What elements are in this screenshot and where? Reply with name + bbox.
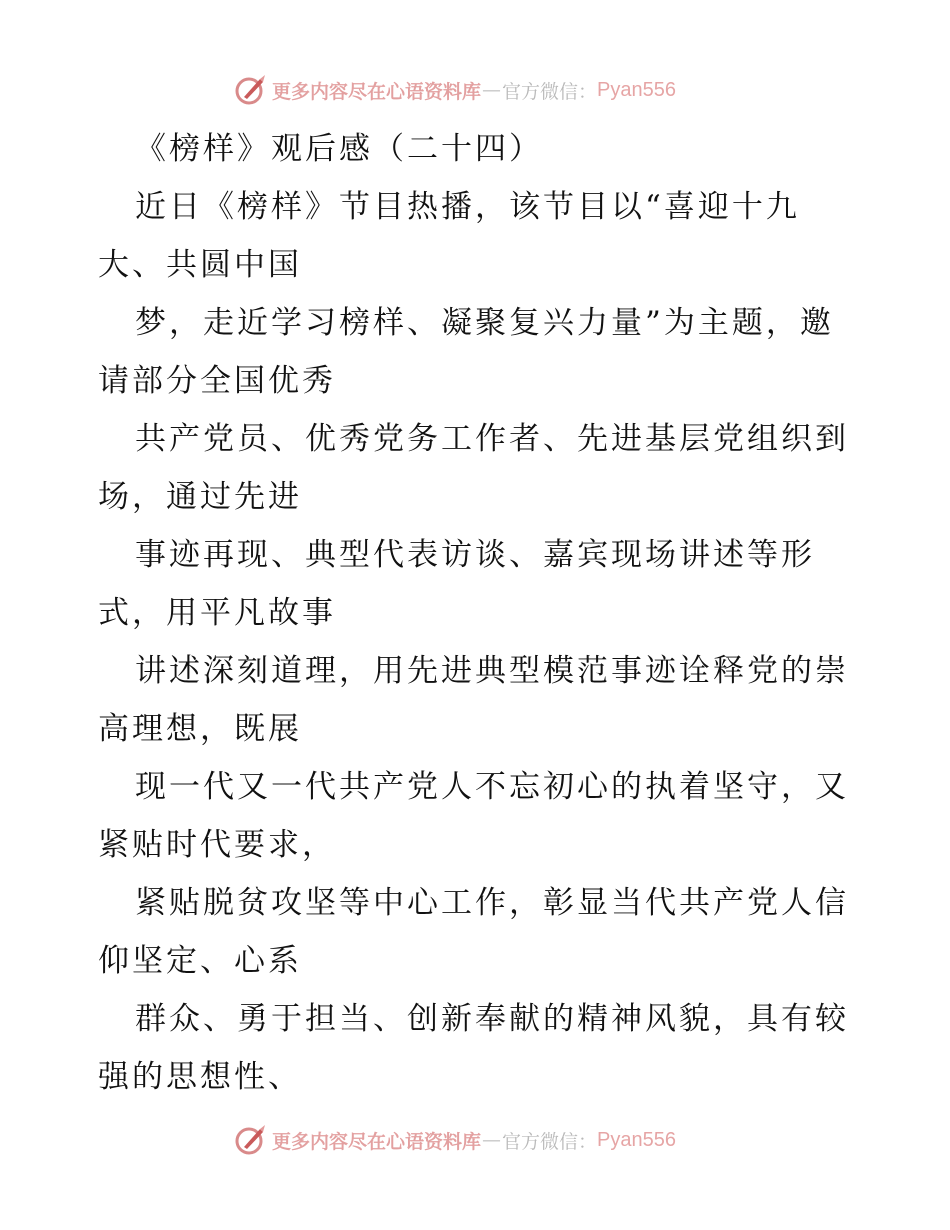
paragraph-line: 现一代又一代共产党人不忘初心的执着坚守，又	[135, 769, 849, 805]
watermark-dash: —	[482, 79, 502, 101]
watermark-wechat-id: Pyan556	[597, 1128, 676, 1151]
paragraph-line: 紧贴时代要求，	[98, 827, 336, 863]
paragraph-line: 式，用平凡故事	[98, 595, 336, 631]
paragraph-line: 紧贴脱贫攻坚等中心工作，彰显当代共产党人信	[135, 885, 849, 921]
watermark-text: 更多内容尽在心语资料库	[272, 80, 482, 103]
paragraph-line: 群众、勇于担当、创新奉献的精神风貌，具有较	[135, 1001, 849, 1037]
paragraph-line: 强的思想性、	[98, 1059, 302, 1095]
paragraph-line: 事迹再现、典型代表访谈、嘉宾现场讲述等形	[135, 537, 815, 573]
quill-circle-logo-icon	[234, 1123, 268, 1157]
header-watermark	[234, 70, 676, 110]
paragraph-line: 近日《榜样》节目热播，该节目以“喜迎十九	[135, 189, 800, 225]
watermark-wechat-label: 官方微信：	[502, 1130, 598, 1153]
paragraph-line: 请部分全国优秀	[98, 363, 336, 399]
paragraph-line: 场，通过先进	[98, 479, 302, 515]
paragraph-line: 高理想，既展	[98, 711, 302, 747]
paragraph-line: 共产党员、优秀党务工作者、先进基层党组织到	[135, 421, 849, 457]
document-title: 《榜样》观后感（二十四）	[135, 131, 543, 167]
footer-watermark	[234, 1120, 676, 1160]
watermark-wechat-label: 官方微信：	[502, 80, 598, 103]
document-body	[98, 120, 858, 1106]
paragraph-line: 讲述深刻道理，用先进典型模范事迹诠释党的崇	[135, 653, 849, 689]
watermark-wechat-id: Pyan556	[597, 78, 676, 101]
watermark-text: 更多内容尽在心语资料库	[272, 1130, 482, 1153]
quill-circle-logo-icon	[234, 73, 268, 107]
watermark-dash: —	[482, 1129, 502, 1151]
paragraph-line: 梦，走近学习榜样、凝聚复兴力量”为主题，邀	[135, 305, 834, 341]
paragraph-line: 仰坚定、心系	[98, 943, 302, 979]
paragraph-line: 大、共圆中国	[98, 247, 302, 283]
